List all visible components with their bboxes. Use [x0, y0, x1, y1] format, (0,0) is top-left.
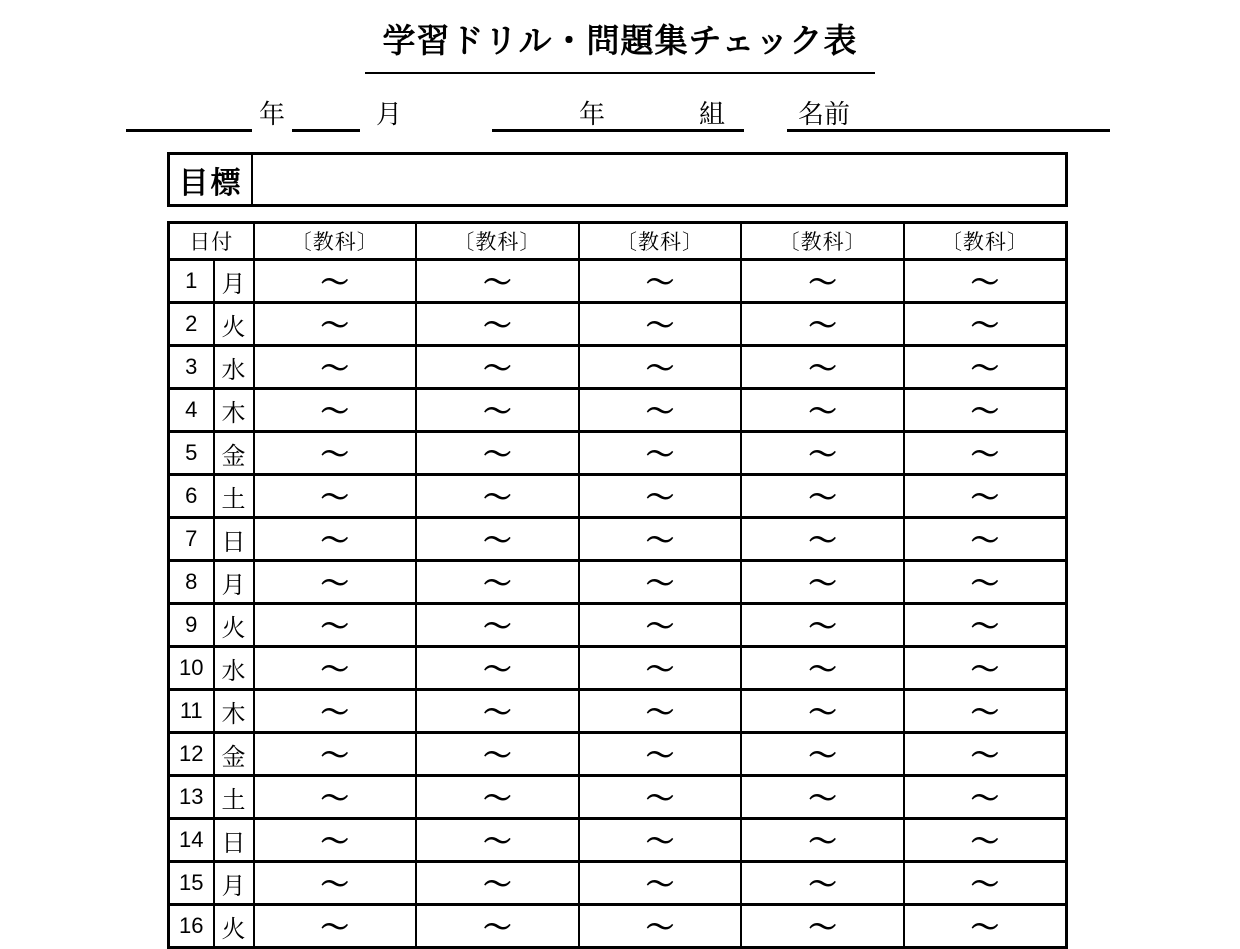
day-number-cell: 10 [169, 647, 214, 690]
range-cell: ～ [254, 389, 417, 432]
range-cell: ～ [416, 260, 579, 303]
range-cell: ～ [416, 733, 579, 776]
day-number-cell: 8 [169, 561, 214, 604]
range-cell: ～ [579, 776, 742, 819]
table-row [169, 776, 1067, 819]
range-cell: ～ [579, 561, 742, 604]
range-cell: ～ [254, 647, 417, 690]
range-cell: ～ [254, 260, 417, 303]
range-cell: ～ [741, 475, 904, 518]
range-cell: ～ [416, 819, 579, 862]
range-cell: ～ [904, 905, 1067, 948]
range-cell: ～ [416, 905, 579, 948]
range-cell: ～ [904, 819, 1067, 862]
range-cell: ～ [254, 475, 417, 518]
weekday-cell: 木 [214, 389, 254, 432]
weekday-cell: 月 [214, 862, 254, 905]
range-cell: ～ [741, 690, 904, 733]
table-row [169, 862, 1067, 905]
range-cell: ～ [254, 905, 417, 948]
subject-header-cell: 〔教科〕 [741, 223, 904, 260]
day-number-cell: 13 [169, 776, 214, 819]
weekday-cell: 月 [214, 561, 254, 604]
table-row [169, 733, 1067, 776]
range-cell: ～ [904, 475, 1067, 518]
day-number-cell: 6 [169, 475, 214, 518]
table-body [169, 260, 1067, 948]
range-cell: ～ [904, 389, 1067, 432]
day-number-cell: 15 [169, 862, 214, 905]
weekday-cell: 月 [214, 260, 254, 303]
range-cell: ～ [416, 690, 579, 733]
day-number-cell: 16 [169, 905, 214, 948]
range-cell: ～ [416, 776, 579, 819]
range-cell: ～ [254, 561, 417, 604]
range-cell: ～ [579, 647, 742, 690]
range-cell: ～ [904, 561, 1067, 604]
month-blank-line [292, 129, 360, 132]
range-cell: ～ [904, 518, 1067, 561]
range-cell: ～ [741, 346, 904, 389]
weekday-cell: 日 [214, 819, 254, 862]
day-number-cell: 14 [169, 819, 214, 862]
range-cell: ～ [904, 260, 1067, 303]
subject-header-cell: 〔教科〕 [254, 223, 417, 260]
range-cell: ～ [904, 690, 1067, 733]
day-number-cell: 11 [169, 690, 214, 733]
day-number-cell: 3 [169, 346, 214, 389]
range-cell: ～ [254, 862, 417, 905]
range-cell: ～ [254, 690, 417, 733]
table-row [169, 690, 1067, 733]
weekday-cell: 金 [214, 432, 254, 475]
subject-header-cell: 〔教科〕 [579, 223, 742, 260]
range-cell: ～ [579, 733, 742, 776]
day-number-cell: 12 [169, 733, 214, 776]
range-cell: ～ [741, 862, 904, 905]
check-table [167, 221, 1068, 949]
range-cell: ～ [579, 690, 742, 733]
range-cell: ～ [254, 733, 417, 776]
range-cell: ～ [416, 604, 579, 647]
range-cell: ～ [741, 647, 904, 690]
date-header-cell: 日付 [169, 223, 254, 260]
weekday-cell: 金 [214, 733, 254, 776]
weekday-cell: 火 [214, 303, 254, 346]
range-cell: ～ [904, 862, 1067, 905]
range-cell: ～ [741, 604, 904, 647]
range-cell: ～ [579, 260, 742, 303]
year-blank-line [126, 129, 252, 132]
name-blank-line [787, 129, 1110, 132]
range-cell: ～ [254, 303, 417, 346]
range-cell: ～ [741, 819, 904, 862]
weekday-cell: 水 [214, 346, 254, 389]
goal-label: 目標 [170, 155, 253, 204]
table-row [169, 303, 1067, 346]
range-cell: ～ [579, 346, 742, 389]
table-row [169, 389, 1067, 432]
range-cell: ～ [904, 733, 1067, 776]
school-year-label: 年 [579, 99, 606, 129]
range-cell: ～ [741, 776, 904, 819]
weekday-cell: 木 [214, 690, 254, 733]
weekday-cell: 土 [214, 776, 254, 819]
page-title: 学習ドリル・問題集チェック表 [382, 22, 858, 59]
table-row [169, 260, 1067, 303]
range-cell: ～ [416, 389, 579, 432]
goal-value-area [253, 155, 1065, 204]
range-cell: ～ [416, 647, 579, 690]
table-header-row [169, 223, 1067, 260]
range-cell: ～ [579, 432, 742, 475]
range-cell: ～ [254, 776, 417, 819]
range-cell: ～ [904, 647, 1067, 690]
range-cell: ～ [904, 604, 1067, 647]
title-underline [365, 72, 875, 74]
range-cell: ～ [579, 819, 742, 862]
subject-header-cell: 〔教科〕 [904, 223, 1067, 260]
table-row [169, 647, 1067, 690]
range-cell: ～ [741, 260, 904, 303]
range-cell: ～ [254, 346, 417, 389]
range-cell: ～ [416, 432, 579, 475]
range-cell: ～ [416, 303, 579, 346]
day-number-cell: 2 [169, 303, 214, 346]
name-label: 名前 [798, 99, 851, 129]
weekday-cell: 土 [214, 475, 254, 518]
weekday-cell: 火 [214, 905, 254, 948]
range-cell: ～ [254, 432, 417, 475]
range-cell: ～ [416, 346, 579, 389]
range-cell: ～ [741, 905, 904, 948]
subject-header-cell: 〔教科〕 [416, 223, 579, 260]
table-row [169, 432, 1067, 475]
weekday-cell: 日 [214, 518, 254, 561]
weekday-cell: 火 [214, 604, 254, 647]
range-cell: ～ [741, 432, 904, 475]
range-cell: ～ [741, 733, 904, 776]
range-cell: ～ [254, 518, 417, 561]
range-cell: ～ [579, 303, 742, 346]
range-cell: ～ [579, 389, 742, 432]
range-cell: ～ [741, 518, 904, 561]
weekday-cell: 水 [214, 647, 254, 690]
goal-box [167, 152, 1068, 207]
range-cell: ～ [579, 862, 742, 905]
range-cell: ～ [416, 475, 579, 518]
table-row [169, 346, 1067, 389]
day-number-cell: 5 [169, 432, 214, 475]
day-number-cell: 7 [169, 518, 214, 561]
day-number-cell: 9 [169, 604, 214, 647]
range-cell: ～ [254, 604, 417, 647]
day-number-cell: 4 [169, 389, 214, 432]
table-row [169, 518, 1067, 561]
range-cell: ～ [741, 303, 904, 346]
table-row [169, 819, 1067, 862]
range-cell: ～ [904, 346, 1067, 389]
table-row [169, 561, 1067, 604]
range-cell: ～ [904, 776, 1067, 819]
range-cell: ～ [579, 604, 742, 647]
range-cell: ～ [416, 561, 579, 604]
range-cell: ～ [741, 389, 904, 432]
range-cell: ～ [416, 518, 579, 561]
table-row [169, 905, 1067, 948]
range-cell: ～ [741, 561, 904, 604]
year-label: 年 [259, 99, 286, 129]
range-cell: ～ [254, 819, 417, 862]
table-row [169, 604, 1067, 647]
range-cell: ～ [904, 432, 1067, 475]
range-cell: ～ [904, 303, 1067, 346]
class-label: 組 [699, 99, 726, 129]
day-number-cell: 1 [169, 260, 214, 303]
range-cell: ～ [579, 518, 742, 561]
range-cell: ～ [416, 862, 579, 905]
range-cell: ～ [579, 475, 742, 518]
grade-class-blank-line [492, 129, 744, 132]
table-row [169, 475, 1067, 518]
range-cell: ～ [579, 905, 742, 948]
month-label: 月 [376, 99, 403, 129]
